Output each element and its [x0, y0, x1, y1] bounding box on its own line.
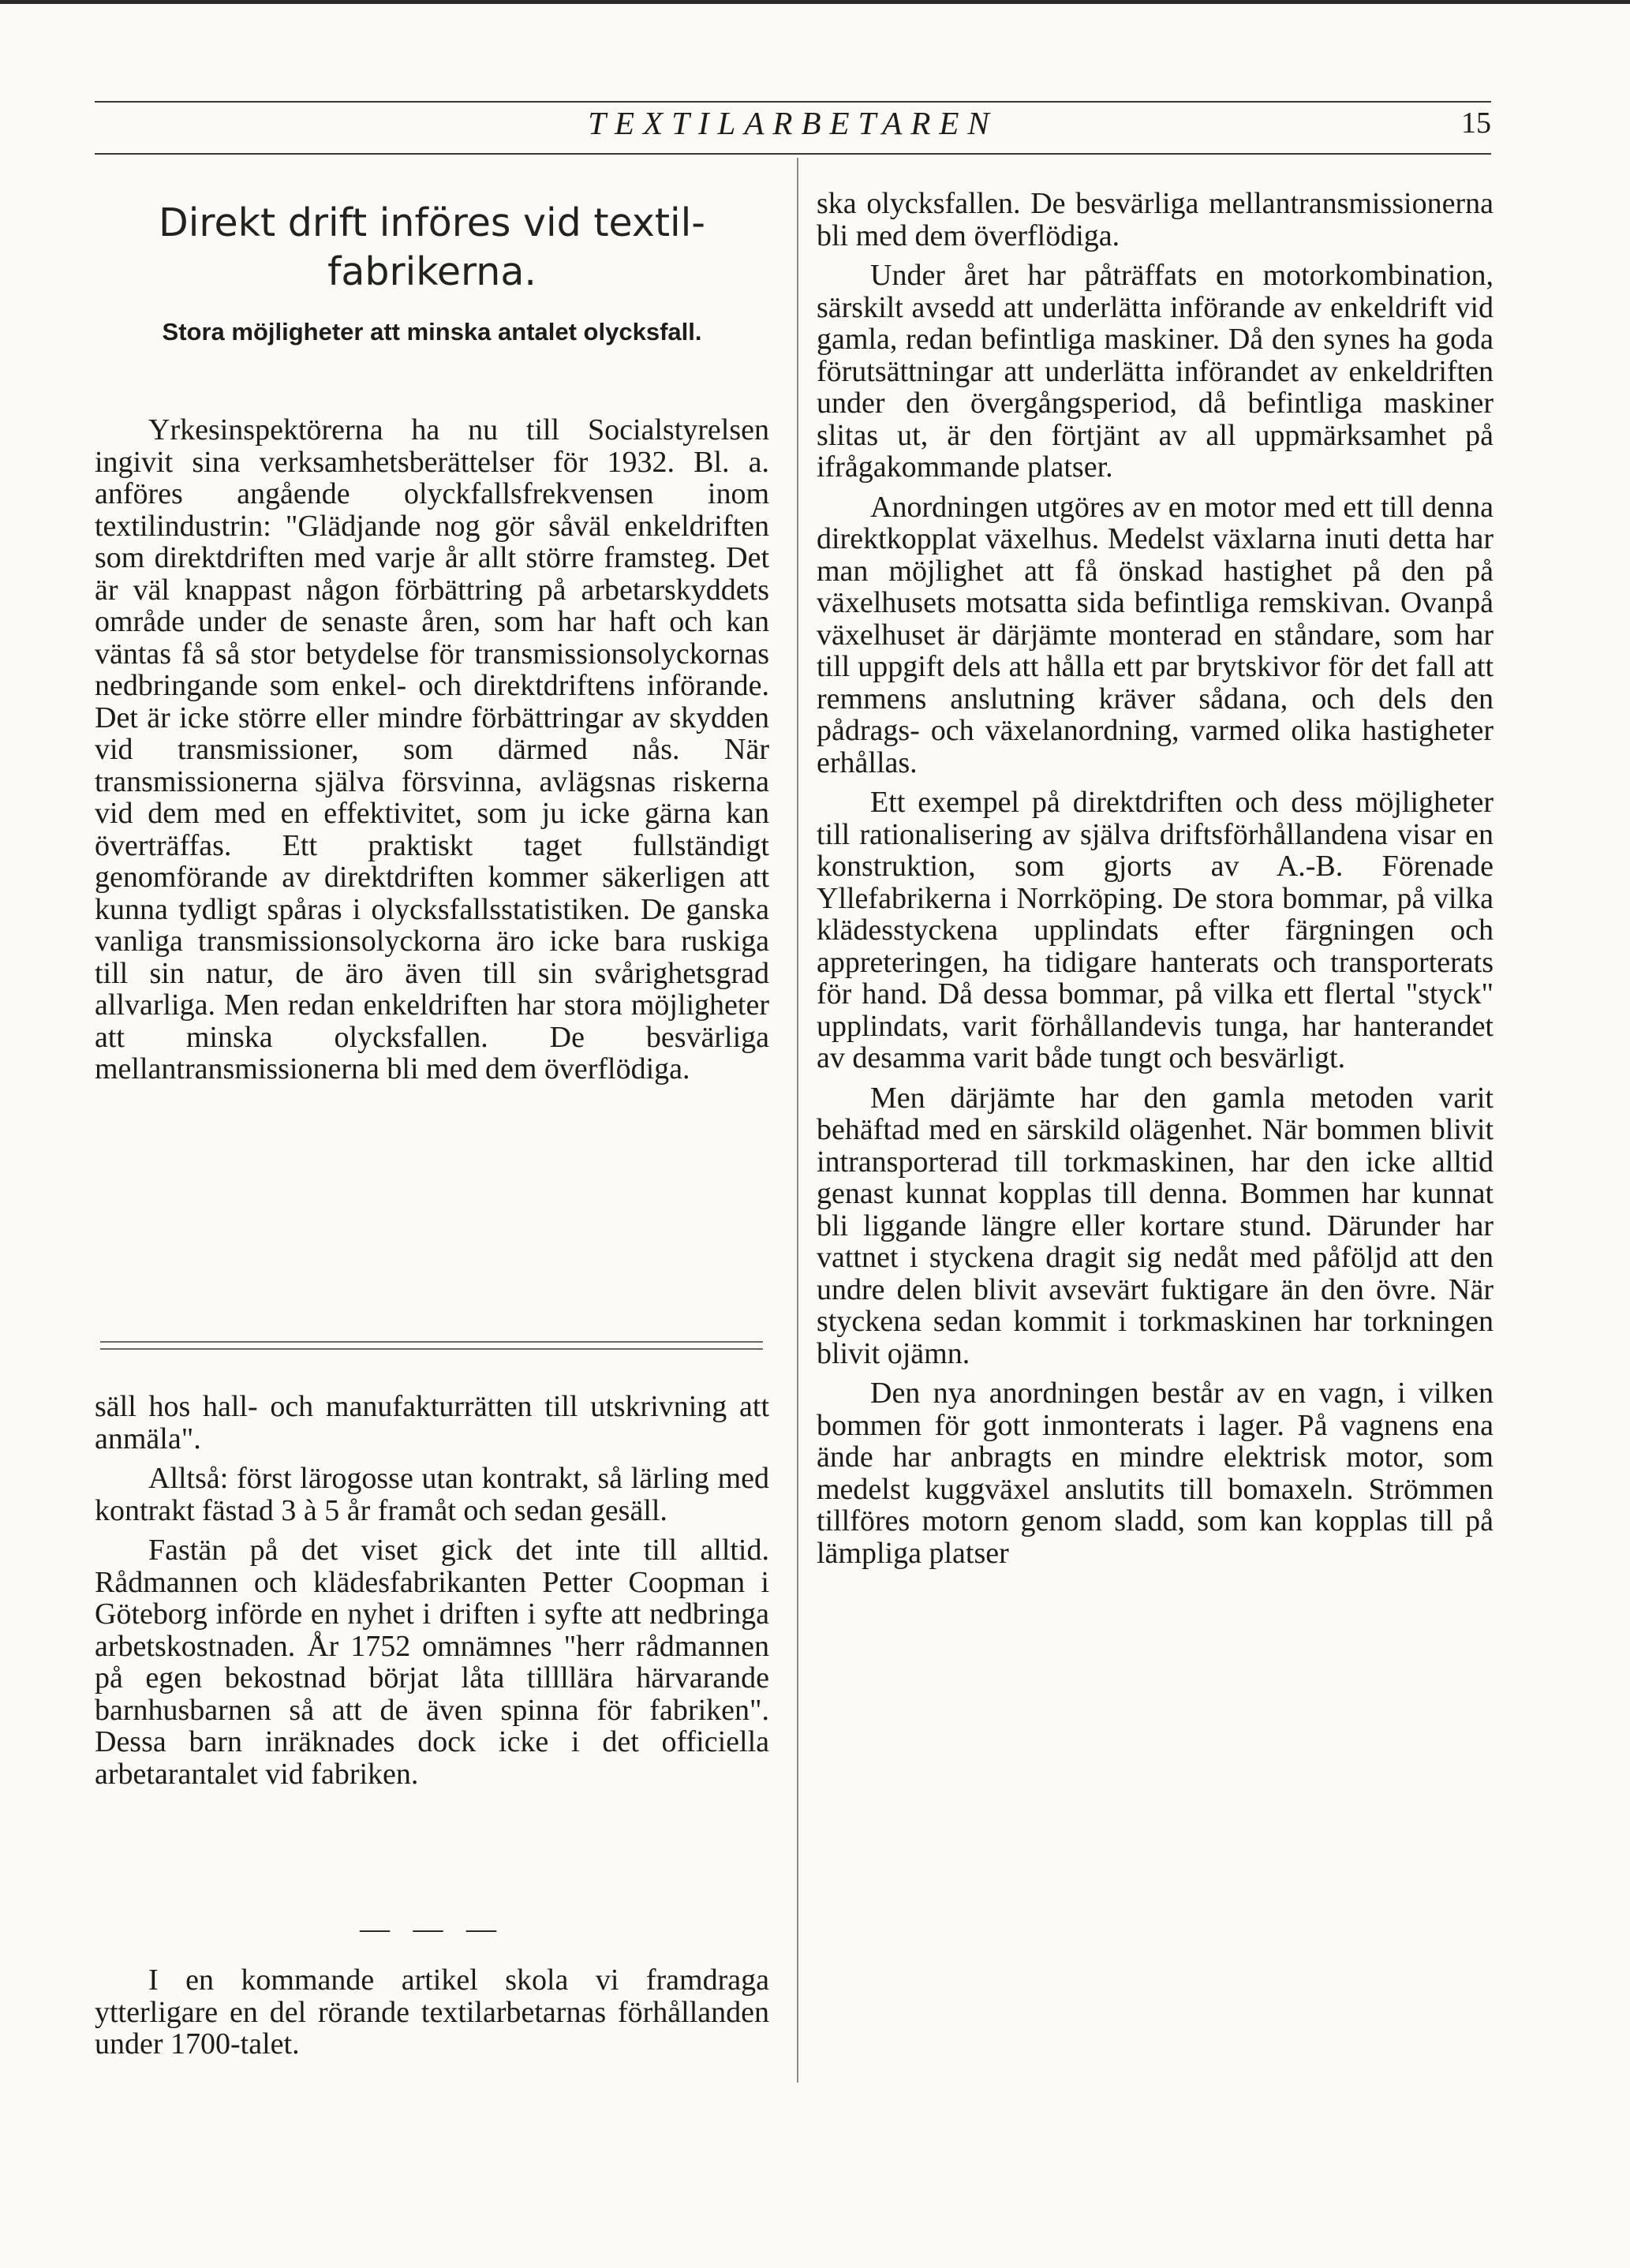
closing-note	[95, 1964, 769, 2061]
page-edge	[0, 0, 1630, 4]
article-headline: Direkt drift införes vid textil-fabrikerna.	[159, 200, 705, 294]
previous-article-paragraph: säll hos hall- och manufakturrätten till utskrivning att anmäla".	[95, 1390, 769, 1455]
article-left-column	[95, 414, 769, 1085]
previous-article-column	[95, 1391, 769, 1790]
page-number: 15	[1461, 106, 1491, 140]
article-subheadline: Stora möjligheter att minska antalet olycksfall.	[162, 318, 702, 346]
article-paragraph: Anordningen utgöres av en motor med ett till denna direktkopplat växelhus. Medelst växlarna inuti detta har man möjlighet att få önskad hastighet på den på växelhusets motsatta sida befintliga remskivan. Ovanpå växelhuset är därjämte monterad en ståndare, som har till uppgift dels att hålla ett par brytskivor för det fall att remmens anslutning kräver sådana, och dels den pådrags- och växelanordning, varmed olika hastigheter erhållas.	[817, 490, 1494, 779]
section-separator: — — —	[360, 1912, 504, 1945]
publication-title: TEXTILARBETAREN	[588, 105, 998, 141]
article-right-column	[817, 188, 1494, 1569]
closing-paragraph: I en kommande artikel skola vi framdraga ytterligare en del rörande textilarbetarnas förhållanden under 1700-talet.	[95, 1963, 769, 2061]
article-paragraph: Yrkesinspektörerna ha nu till Socialstyrelsen ingivit sina verksamhetsberättelser för 1932. Bl. a. anföres angående olyckfallsfrekvensen inom textilindustrin: "Glädjande nog gör såväl enkeldriften som direktdriften med varje år allt större framsteg. Det är väl knappast någon förbättring på arbetarskyddets område under de senaste åren, som har haft och kan väntas få så stor betydelse för transmissionsolyckornas nedbringande som enkel- och direktdriftens införande. Det är icke större eller mindre förbättringar av skydden vid transmissioner, som därmed nås. När transmissionerna själva försvinna, avlägsnas riskerna vid dem med en effektivitet, som ju icke gärna kan överträffas. Ett praktiskt taget fullständigt genomförande av direktdriften kommer säkerligen att kunna tydligt spåras i olycksfallsstatistiken. De ganska vanliga transmissionsolyckorna äro icke bara ruskiga till sin natur, de äro även till sin svårighetsgrad allvarliga. Men redan enkeldriften har stora möjligheter att minska olycksfallen. De besvärliga mellantransmissionerna bli med dem överflödiga.	[95, 414, 769, 1085]
previous-article-paragraph: Fastän på det viset gick det inte till alltid. Rådmannen och klädesfabrikanten Petter Coopman i Göteborg införde en nyhet i driften i syfte att nedbringa arbetskostnaden. År 1752 omnämnes "herr rådmannen på egen bekostnad börjat låta tillllära härvarande barnhusbarnen så att de även spinna för fabriken". Dessa barn inräknades dock icke i det officiella arbetarantalet vid fabriken.	[95, 1534, 769, 1791]
article-paragraph: Den nya anordningen består av en vagn, i vilken bommen för gott inmonterats i lager. På vagnens ena ände har anbragts en mindre elektrisk motor, som medelst kuggväxel anslutits till bomaxeln. Strömmen tillföres motorn genom sladd, som kan kopplas till på lämpliga platser	[817, 1377, 1494, 1570]
article-paragraph: Under året har påträffats en motorkombination, särskilt avsedd att underlätta införande av enkeldrift vid gamla, redan befintliga maskiner. Då den synes ha goda förutsättningar att underlätta införandet av enkeldriften under den övergångsperiod, då befintliga maskiner slitas ut, är den förtjänt av all uppmärksamhet på ifrågakommande platser.	[817, 259, 1494, 484]
section-double-rule	[100, 1341, 763, 1350]
article-paragraph: Ett exempel på direktdriften och dess möjligheter till rationalisering av själva driftsförhållandena visar en konstruktion, som gjorts av A.-B. Förenade Yllefabrikerna i Norrköping. De stora bommar, på vilka klädesstyckena upplindats efter färgningen och appreteringen, ha tidigare hanterats och transporterats för hand. Då dessa bommar, på vilka ett flertal "styck" upplindats, varit förhållandevis tunga, har hanterandet av desamma varit både tungt och besvärligt.	[817, 786, 1494, 1074]
header-bottom-rule	[95, 153, 1491, 155]
header-top-rule	[95, 101, 1491, 103]
article-paragraph: Men därjämte har den gamla metoden varit behäftad med en särskild olägenhet. När bommen blivit intransporterad till torkmaskinen, har den icke alltid genast kunnat kopplas till denna. Bommen har kunnat bli liggande längre eller kortare stund. Därunder har vattnet i styckena dragit sig nedåt med påföljd att den undre delen blivit avsevärt fuktigare än den övre. När styckena sedan kommit i torkmaskinen har torkningen blivit ojämn.	[817, 1081, 1494, 1370]
column-divider	[797, 158, 798, 2083]
previous-article-paragraph: Alltså: först lärogosse utan kontrakt, så lärling med kontrakt fästad 3 à 5 år framåt och sedan gesäll.	[95, 1462, 769, 1527]
article-paragraph: ska olycksfallen. De besvärliga mellantransmissionerna bli med dem överflödiga.	[817, 187, 1494, 252]
